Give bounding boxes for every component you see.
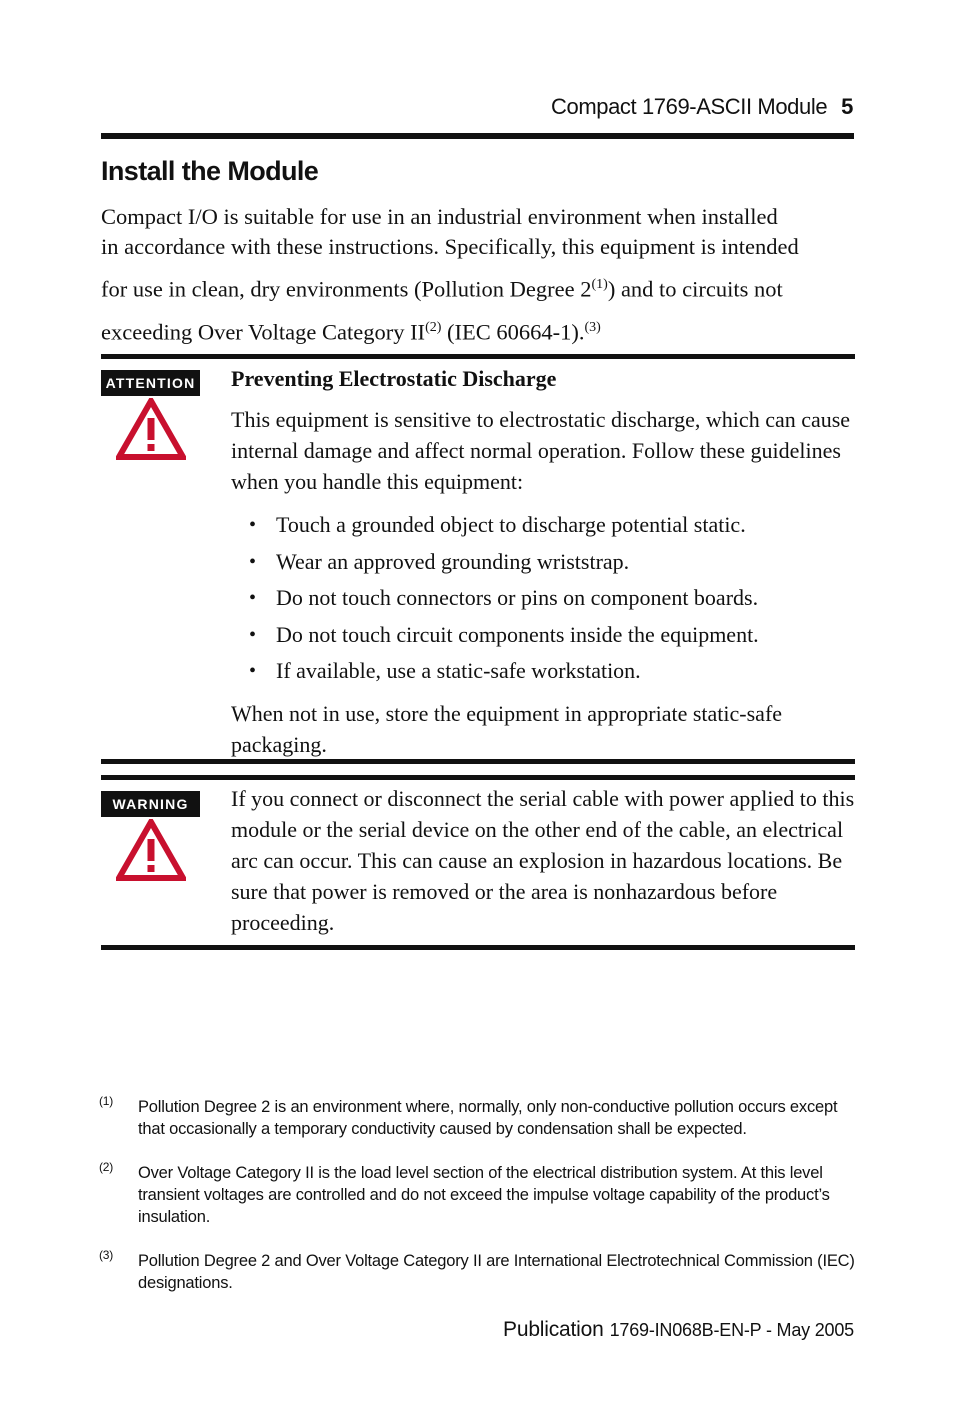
- attention-title: Preventing Electrostatic Discharge: [231, 366, 557, 391]
- section-title: Install the Module: [101, 156, 319, 186]
- footnote-text: Over Voltage Category II is the load level section of the electrical distribution system. At this level transient voltages are controlled and do not exceed the impulse voltage capability of the product’s insulation.: [138, 1164, 830, 1226]
- footnote-3: [99, 1250, 859, 1294]
- intro-line-4: [101, 313, 861, 348]
- intro-line-3-text: for use in clean, dry environments (Pollution Degree 2: [101, 276, 592, 302]
- header-rule: [101, 133, 854, 139]
- intro-line-2: in accordance with these instructions. Specifically, this equipment is intended: [101, 234, 799, 259]
- warning-content: [231, 783, 859, 938]
- running-title: Compact 1769-ASCII Module: [551, 94, 828, 119]
- running-header: [551, 94, 853, 120]
- footnote-ref-2[interactable]: (2): [425, 319, 442, 335]
- attention-content: [231, 363, 859, 760]
- intro-line-3: [101, 270, 861, 305]
- intro-line-1: Compact I/O is suitable for use in an industrial environment when installed: [101, 204, 778, 229]
- list-item: • Do not touch circuit components inside the equipment.: [249, 617, 859, 654]
- list-item: • If available, use a static-safe workstation.: [249, 653, 859, 690]
- attention-top-rule: [101, 354, 855, 359]
- intro-line-3-tail: ) and to circuits not: [607, 276, 783, 302]
- footnotes: [99, 1096, 859, 1316]
- warning-body: If you connect or disconnect the serial cable with power applied to this module or the serial device on the other end of the cable, an electrical arc can occur. This can cause an explosion in hazardous locations. Be sure that power is removed or the area is nonhazardous before proceeding.: [231, 786, 855, 935]
- intro-line-4-text: exceeding Over Voltage Category II: [101, 319, 426, 344]
- footnote-text: Pollution Degree 2 is an environment where, normally, only non-conductive pollution occurs except that occasionally a temporary conductivity caused by condensation shall be expected.: [138, 1098, 838, 1138]
- list-item: • Touch a grounded object to discharge potential static.: [249, 507, 859, 544]
- attention-bullet-list: [249, 507, 859, 690]
- footnote-marker: (2): [99, 1160, 114, 1174]
- footnote-marker: (1): [99, 1094, 114, 1108]
- footnote-text: Pollution Degree 2 and Over Voltage Category II are International Electrotechnical Commission (IEC) designations.: [138, 1252, 855, 1292]
- warning-triangle-icon: [116, 398, 186, 460]
- warning-bottom-rule: [101, 945, 855, 950]
- warning-top-rule: [101, 775, 855, 780]
- footnote-ref-3[interactable]: (3): [584, 319, 601, 335]
- footnote-marker: (3): [99, 1248, 114, 1262]
- page-footer: [503, 1318, 854, 1342]
- attention-body: This equipment is sensitive to electrostatic discharge, which can cause internal damage and affect normal operation. Follow these guidelines when you handle this equipment:: [231, 407, 851, 494]
- attention-badge: ATTENTION: [101, 370, 200, 396]
- footnote-2: [99, 1162, 859, 1228]
- intro-paragraph: [101, 202, 861, 347]
- footnote-1: [99, 1096, 859, 1140]
- intro-line-4-tail: (IEC 60664-1).: [441, 319, 585, 344]
- attention-bottom-rule: [101, 759, 855, 764]
- attention-closing: When not in use, store the equipment in appropriate static-safe packaging.: [231, 700, 783, 757]
- warning-badge: WARNING: [101, 791, 200, 817]
- page-number: 5: [841, 94, 853, 119]
- list-item: • Wear an approved grounding wriststrap.: [249, 544, 859, 581]
- footer-label: Publication: [503, 1318, 604, 1341]
- list-item: • Do not touch connectors or pins on component boards.: [249, 580, 859, 617]
- footnote-ref-1[interactable]: (1): [591, 277, 608, 292]
- warning-triangle-icon: [116, 819, 186, 881]
- publication-id: 1769-IN068B-EN-P - May 2005: [609, 1320, 854, 1340]
